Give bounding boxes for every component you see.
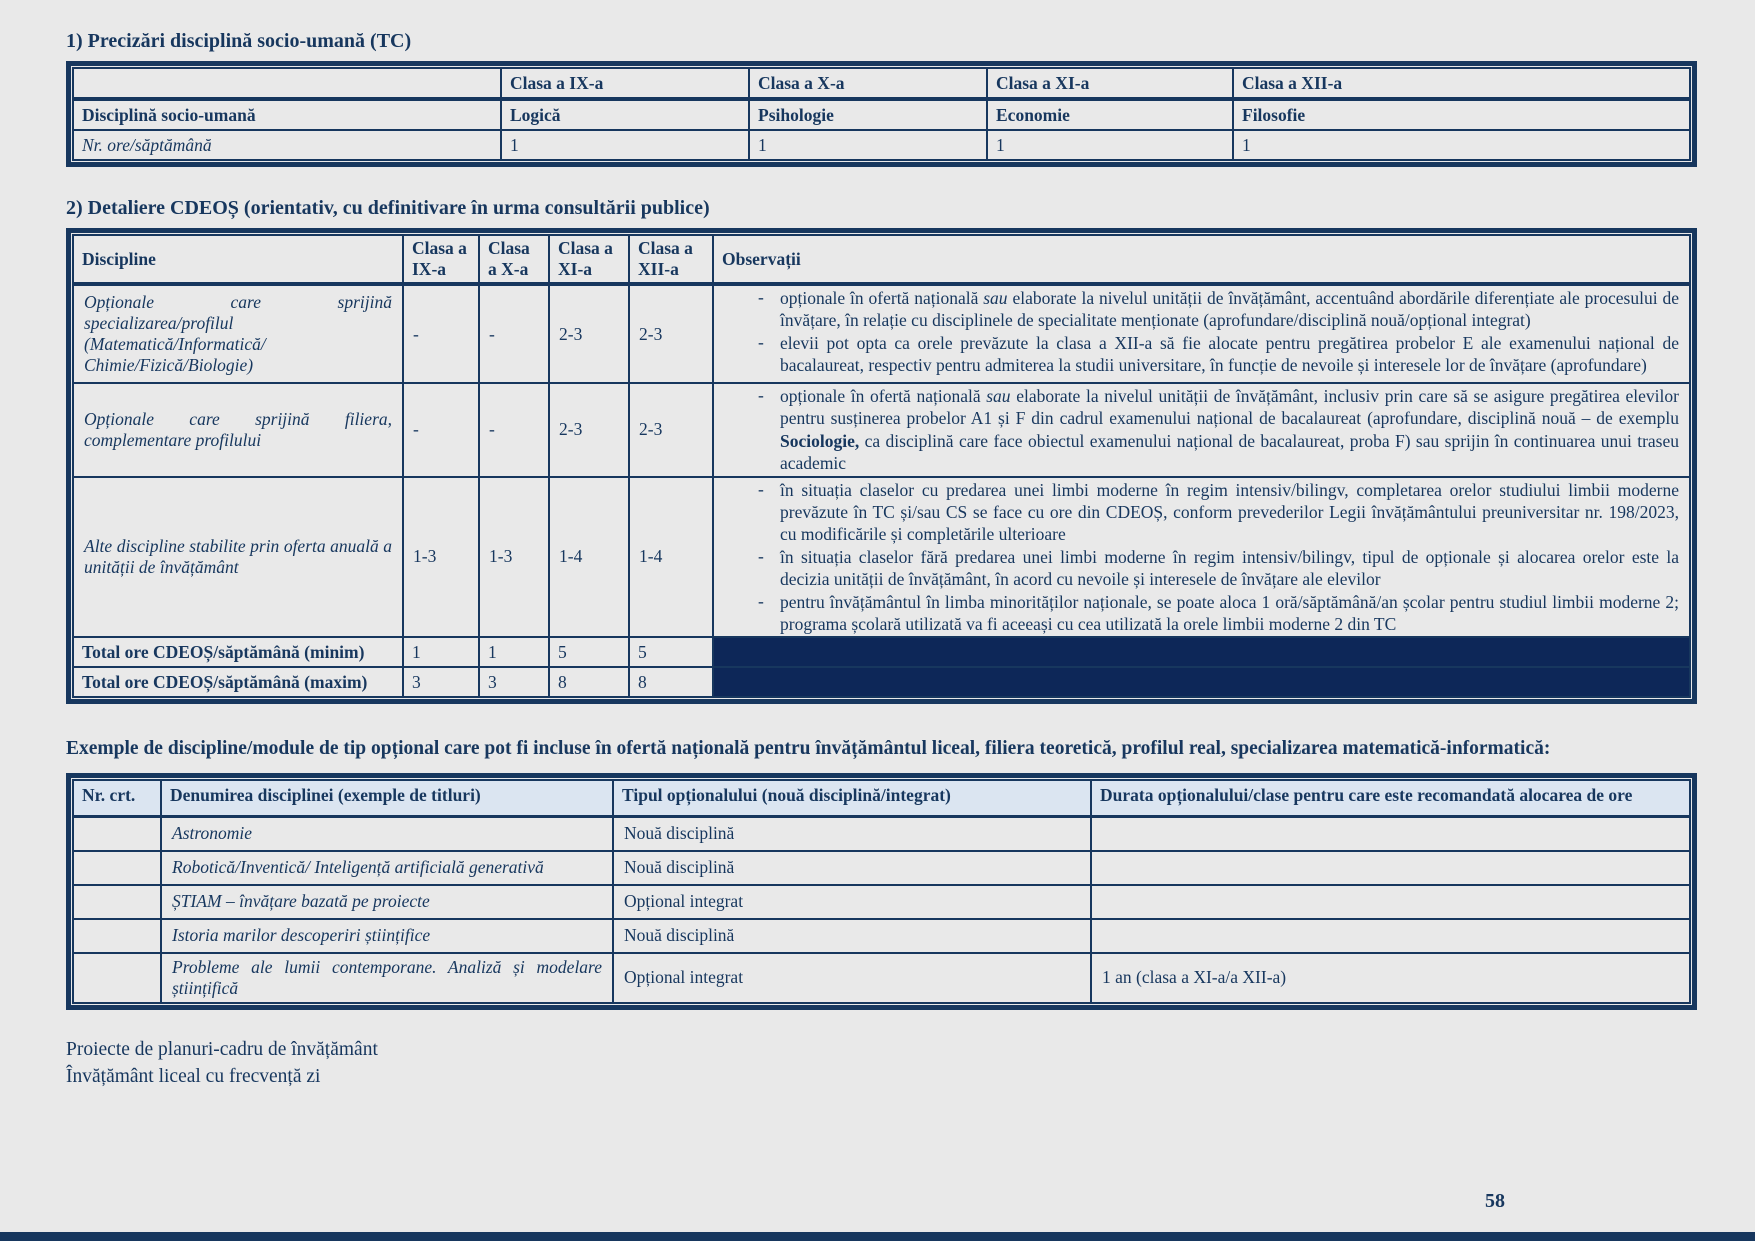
hours-cell: 1-4 xyxy=(629,477,713,638)
table-row xyxy=(73,477,1690,638)
total-cell: 5 xyxy=(629,637,713,667)
hours-cell: - xyxy=(479,383,549,477)
table-row xyxy=(73,68,1690,99)
section1-title: 1) Precizări disciplină socio-umană (TC) xyxy=(66,30,412,52)
total-cell: 3 xyxy=(403,667,479,697)
table-row xyxy=(73,885,1690,919)
footer-notes xyxy=(66,1036,1697,1091)
total-cell: 1 xyxy=(403,637,479,667)
discipline-name-cell: Probleme ale lumii contemporane. Analiză și modelare științifică xyxy=(161,953,613,1003)
cell-logica: Logică xyxy=(501,99,749,130)
type-cell: Nouă disciplină xyxy=(613,851,1091,885)
examples-table xyxy=(66,773,1697,1010)
class12-header: Clasa a XII-a xyxy=(629,235,713,284)
observation-item xyxy=(714,385,1683,475)
bottom-border-bar xyxy=(0,1232,1755,1241)
observation-text: în situația claselor fără predarea unei limbi moderne în regim intensiv/bilingv, tipul de opționale și alocarea orelor este la decizia unității de învățământ, în acord cu nevoile și interesele de învățare ale elevilor xyxy=(780,546,1679,590)
hours-cell: 1-3 xyxy=(403,477,479,638)
table-row xyxy=(73,99,1690,130)
discipline-name-header: Denumirea disciplinei (exemple de titluri) xyxy=(161,780,613,817)
table-row xyxy=(73,816,1690,851)
table-row xyxy=(73,919,1690,953)
discipline-cell: Alte discipline stabilite prin oferta anuală a unității de învățământ xyxy=(73,477,403,638)
hours-cell: 2-3 xyxy=(629,284,713,383)
total-cell: 3 xyxy=(479,667,549,697)
table-row xyxy=(73,637,1690,667)
table-row xyxy=(73,953,1690,1003)
observation-text: pentru învățământul în limba minorităților naționale, se poate aloca 1 oră/săptămână/an școlar pentru studiul limbii moderne 2; programa școlară utilizată va fi aceeași cu cea utilizată la orele limbii moderne 2 din TC xyxy=(780,591,1679,634)
observations-header: Observații xyxy=(713,235,1690,284)
optional-type-header: Tipul opționalului (nouă disciplină/integrat) xyxy=(613,780,1091,817)
discipline-name-cell: Robotică/Inventică/ Inteligență artificială generativă xyxy=(161,851,613,885)
discipline-header: Discipline xyxy=(73,235,403,284)
observation-text: opționale în ofertă națională sau elaborate la nivelul unității de învățământ, inclusiv prin care să se asigure pregătirea elevilor pentru susținerea probelor A1 și F din cadrul examenului național de bacalaureat (aprofundare, disciplină nouă – de exemplu Sociologie, ca disciplină care face obiectul examenului național de bacalaureat, proba F) sau sprijin în continuarea unui traseu academic xyxy=(780,386,1679,474)
hours-cell: 1 xyxy=(1233,130,1690,160)
nr-cell xyxy=(73,885,161,919)
nr-cell xyxy=(73,919,161,953)
total-cell: 5 xyxy=(549,637,629,667)
observations-cell xyxy=(713,477,1690,638)
discipline-name-cell: Istoria marilor descoperiri științifice xyxy=(161,919,613,953)
duration-header: Durata opționalului/clase pentru care este recomandată alocarea de ore xyxy=(1091,780,1690,817)
hours-cell: 2-3 xyxy=(549,383,629,477)
examples-intro: Exemple de discipline/module de tip opțional care pot fi incluse în ofertă națională pentru învățământul liceal, filiera teoretică, profilul real, specializarea matematică-informatică: xyxy=(66,738,1551,760)
cdeos-table xyxy=(66,228,1697,704)
table-row xyxy=(73,780,1690,817)
footer-line1: Proiecte de planuri-cadru de învățământ xyxy=(66,1038,378,1060)
hours-cell: 2-3 xyxy=(549,284,629,383)
filled-cell xyxy=(713,667,1690,697)
observation-text: elevii pot opta ca orele prevăzute la clasa a XII-a să fie alocate pentru pregătirea probelor E ale examenului național de bacalaureat, respectiv pentru admiterea la studii universitare, în funcție de nevoile și interesele lor de învățare (aprofundare) xyxy=(780,332,1679,376)
hours-cell: - xyxy=(403,284,479,383)
duration-cell: 1 an (clasa a XI-a/a XII-a) xyxy=(1091,953,1690,1003)
total-cell: 1 xyxy=(479,637,549,667)
table-row xyxy=(73,284,1690,383)
table-row xyxy=(73,851,1690,885)
class10-header: Clasa a X-a xyxy=(749,68,987,99)
observation-item xyxy=(714,287,1683,332)
duration-cell xyxy=(1091,919,1690,953)
row-label: Nr. ore/săptămână xyxy=(73,130,501,160)
bullet-dash: - xyxy=(758,590,764,611)
total-max-label: Total ore CDEOȘ/săptămână (maxim) xyxy=(73,667,403,697)
section2-title: 2) Detaliere CDEOȘ (orientativ, cu definitivare în urma consultării publice) xyxy=(66,197,710,219)
discipline-cell: Opționale care sprijină filiera, complementare profilului xyxy=(73,383,403,477)
total-min-label: Total ore CDEOȘ/săptămână (minim) xyxy=(73,637,403,667)
observation-item xyxy=(714,332,1683,377)
bullet-dash: - xyxy=(758,287,764,307)
observation-text: opționale în ofertă națională sau elaborate la nivelul unității de învățământ, accentuând abordările diferențiate ale procesului de învățare, în relație cu disciplinele de specialitate menționate (aprofundare/disciplină nouă/opțional integrat) xyxy=(780,288,1679,331)
hours-cell: 1 xyxy=(987,130,1233,160)
nr-crt-header: Nr. crt. xyxy=(73,780,161,817)
nr-cell xyxy=(73,816,161,851)
cell-psihologie: Psihologie xyxy=(749,99,987,130)
type-cell: Opțional integrat xyxy=(613,953,1091,1003)
observation-text: în situația claselor cu predarea unei limbi moderne în regim intensiv/bilingv, completarea orelor studiului limbii moderne prevăzute în TC și/sau CS se face cu ore din CDEOȘ, conform prevederilor Legii învățământului preuniversitar nr. 198/2023, cu modificările și completările ulterioare xyxy=(780,479,1679,545)
footer-line2: Învățământ liceal cu frecvență zi xyxy=(66,1065,321,1087)
class12-header: Clasa a XII-a xyxy=(1233,68,1690,99)
class10-header: Clasa a X-a xyxy=(479,235,549,284)
hours-cell: 1-3 xyxy=(479,477,549,638)
tc-table xyxy=(66,61,1697,167)
bullet-dash: - xyxy=(758,545,764,566)
class9-header: Clasa a IX-a xyxy=(501,68,749,99)
table-row xyxy=(73,235,1690,284)
class11-header: Clasa a XI-a xyxy=(987,68,1233,99)
hours-cell: 1 xyxy=(749,130,987,160)
bullet-dash: - xyxy=(758,331,764,352)
type-cell: Nouă disciplină xyxy=(613,816,1091,851)
row-label: Disciplină socio-umană xyxy=(73,99,501,130)
discipline-name-cell: ȘTIAM – învățare bazată pe proiecte xyxy=(161,885,613,919)
duration-cell xyxy=(1091,885,1690,919)
observation-item xyxy=(714,546,1683,591)
cell-economie: Economie xyxy=(987,99,1233,130)
duration-cell xyxy=(1091,816,1690,851)
page-number: 58 xyxy=(1485,1190,1505,1212)
class9-header: Clasa a IX-a xyxy=(403,235,479,284)
duration-cell xyxy=(1091,851,1690,885)
observations-cell xyxy=(713,383,1690,477)
observation-item xyxy=(714,479,1683,546)
observation-item xyxy=(714,591,1683,636)
hours-cell: 2-3 xyxy=(629,383,713,477)
hours-cell: 1-4 xyxy=(549,477,629,638)
total-cell: 8 xyxy=(629,667,713,697)
hours-cell: 1 xyxy=(501,130,749,160)
observations-cell xyxy=(713,284,1690,383)
type-cell: Nouă disciplină xyxy=(613,919,1091,953)
discipline-cell: Opționale care sprijină specializarea/profilul (Matematică/Informatică/ Chimie/Fizică/Biologie) xyxy=(73,284,403,383)
nr-cell xyxy=(73,851,161,885)
total-cell: 8 xyxy=(549,667,629,697)
hours-cell: - xyxy=(403,383,479,477)
table-row xyxy=(73,383,1690,477)
class11-header: Clasa a XI-a xyxy=(549,235,629,284)
nr-cell xyxy=(73,953,161,1003)
table-row xyxy=(73,130,1690,160)
table-row xyxy=(73,667,1690,697)
cell-filosofie: Filosofie xyxy=(1233,99,1690,130)
bullet-dash: - xyxy=(758,478,764,499)
bullet-dash: - xyxy=(758,385,764,405)
empty-header-cell xyxy=(73,68,501,99)
filled-cell xyxy=(713,637,1690,667)
hours-cell: - xyxy=(479,284,549,383)
discipline-name-cell: Astronomie xyxy=(161,816,613,851)
type-cell: Opțional integrat xyxy=(613,885,1091,919)
